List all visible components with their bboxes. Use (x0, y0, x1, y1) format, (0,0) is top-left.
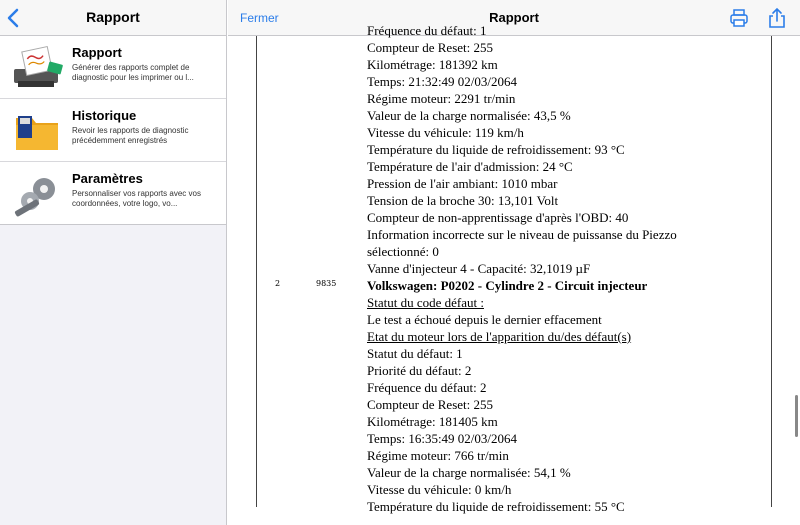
detail-pane (228, 0, 800, 525)
menu-item-rapport[interactable] (0, 36, 226, 99)
report-lines (367, 22, 677, 515)
report-line: Vitesse du véhicule: 119 km/h (367, 125, 524, 140)
report-line: Statut du défaut: 1 (367, 346, 463, 361)
menu-item-desc: Revoir les rapports de diagnostic précédemment enregistrés (72, 126, 189, 145)
gears-icon (10, 171, 66, 217)
master-title: Rapport (86, 9, 140, 25)
report-line: Kilométrage: 181392 km (367, 57, 498, 72)
report-line: Fréquence du défaut: 2 (367, 380, 487, 395)
report-line: Régime moteur: 2291 tr/min (367, 91, 516, 106)
report-line: Temps: 16:35:49 02/03/2064 (367, 431, 518, 446)
report-line: Valeur de la charge normalisée: 54,1 % (367, 465, 571, 480)
report-line: Pression de l'air ambiant: 1010 mbar (367, 176, 558, 191)
scrollbar[interactable] (795, 395, 798, 437)
menu-item-title: Paramètres (72, 171, 143, 186)
master-nav-bar (0, 0, 226, 36)
report-line: Tension de la broche 30: 13,101 Volt (367, 193, 559, 208)
report-line: Information incorrecte sur le niveau de puissanse du Piezzo (367, 227, 677, 242)
report-line: sélectionné: 0 (367, 244, 439, 259)
report-line: Température de l'air d'admission: 24 °C (367, 159, 573, 174)
report-line: Vanne d'injecteur 4 - Capacité: 32,1019 µF (367, 261, 591, 276)
menu-item-parametres[interactable] (0, 162, 226, 225)
report-document[interactable] (256, 23, 772, 514)
report-line: Temps: 21:32:49 02/03/2064 (367, 74, 518, 89)
menu-item-historique[interactable] (0, 99, 226, 162)
fault-code-heading: Volkswagen: P0202 - Cylindre 2 - Circuit injecteur (367, 278, 648, 293)
share-icon[interactable] (766, 7, 788, 29)
printer-icon[interactable] (728, 7, 750, 29)
report-printer-icon (10, 45, 66, 91)
master-pane (0, 0, 227, 525)
report-line: Priorité du défaut: 2 (367, 363, 472, 378)
row-code: 9835 (316, 279, 337, 288)
menu-item-desc: Personnaliser vos rapports avec vos coordonnées, votre logo, vo... (72, 189, 201, 208)
report-line: Compteur de Reset: 255 (367, 40, 494, 55)
report-line: Température du liquide de refroidissement: 93 °C (367, 142, 625, 157)
menu-list (0, 36, 226, 225)
menu-item-title: Rapport (72, 45, 122, 60)
report-section-heading: Statut du code défaut : (367, 295, 484, 310)
report-line: Température du liquide de refroidissement: 55 °C (367, 499, 625, 514)
menu-item-title: Historique (72, 108, 137, 123)
report-line: Le test a échoué depuis le dernier effacement (367, 312, 602, 327)
report-line: Fréquence du défaut: 1 (367, 23, 487, 38)
detail-title: Rapport (489, 10, 539, 25)
report-line: Compteur de Reset: 255 (367, 397, 494, 412)
close-button[interactable]: Fermer (240, 11, 279, 25)
report-line: Vitesse du véhicule: 0 km/h (367, 482, 512, 497)
report-line: Valeur de la charge normalisée: 43,5 % (367, 108, 571, 123)
report-line: Kilométrage: 181405 km (367, 414, 498, 429)
report-line: Régime moteur: 766 tr/min (367, 448, 509, 463)
folder-icon (10, 108, 66, 154)
menu-item-desc: Générer des rapports complet de diagnostic pour les imprimer ou l... (72, 63, 194, 82)
report-line: Compteur de non-apprentissage d'après l'OBD: 40 (367, 210, 629, 225)
report-section-heading: Etat du moteur lors de l'apparition du/des défaut(s) (367, 329, 632, 344)
row-number: 2 (275, 279, 281, 288)
